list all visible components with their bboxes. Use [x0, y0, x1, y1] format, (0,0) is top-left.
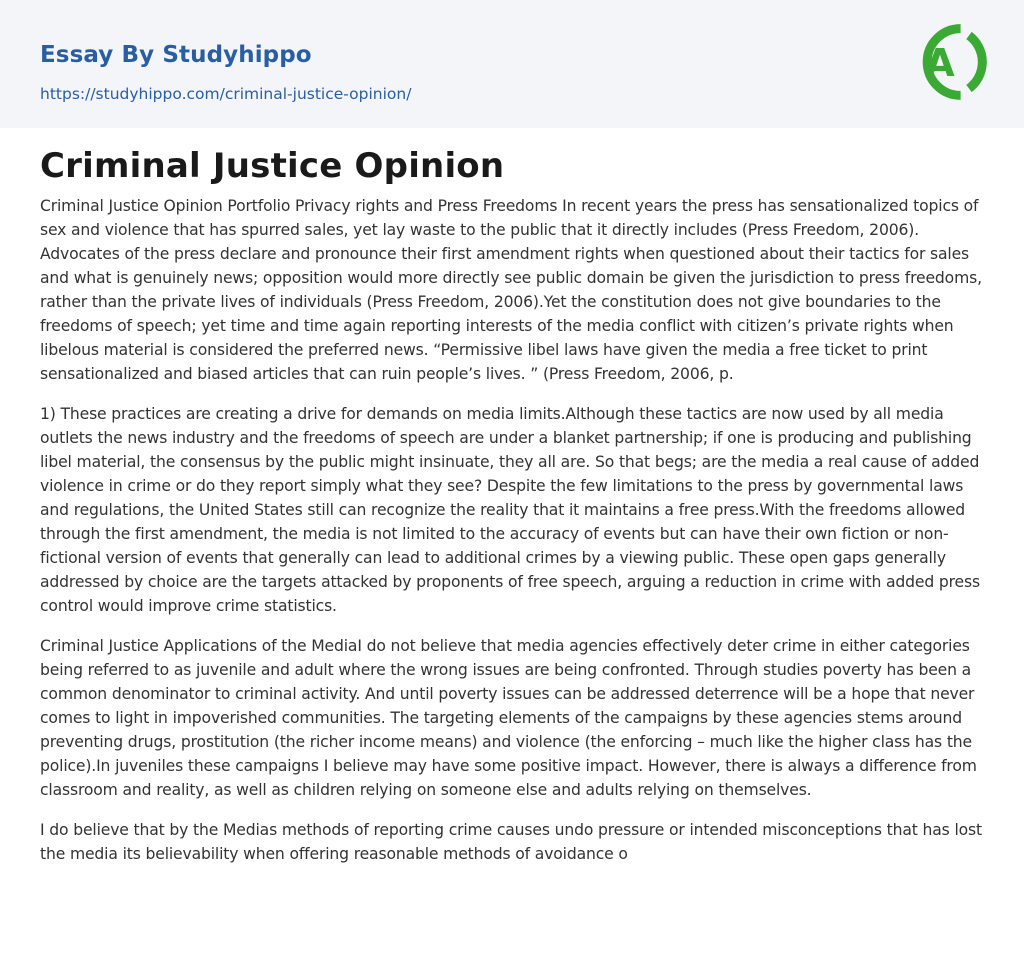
essay-title: Criminal Justice Opinion: [40, 146, 505, 186]
essay-url-link[interactable]: https://studyhippo.com/criminal-justice-opinion/: [40, 85, 412, 103]
brand-name[interactable]: Essay By Studyhippo: [40, 42, 312, 68]
site-header: [0, 0, 1024, 128]
essay-paragraph: I do believe that by the Medias methods of reporting crime causes undo pressure or intended misconceptions that has lost the media its believability when offering reasonable methods of avoidance o: [40, 821, 982, 863]
essay-paragraph: Criminal Justice Opinion Portfolio Privacy rights and Press Freedoms In recent years the press has sensationalized topics of sex and violence that has spurred sales, yet lay waste to the public that it directly includes (Press Freedom, 2006). Advocates of the press declare and pronounce their first amendment rights when questioned about their tactics for sales and what is genuinely news; opposition would more directly see public domain be given the jurisdiction to press freedoms, rather than the private lives of individuals (Press Freedom, 2006).Yet the constitution does not give boundaries to the freedoms of speech; yet time and time again reporting interests of the media conflict with citizen’s private rights when libelous material is considered the preferred news. “Permissive libel laws have given the media a free ticket to print sensationalized and biased articles that can ruin people’s lives. ” (Press Freedom, 2006, p.: [40, 197, 982, 383]
logo-letter: A: [925, 41, 955, 85]
essay-paragraph: Criminal Justice Applications of the MediaI do not believe that media agencies effectively deter crime in either categories being referred to as juvenile and adult where the wrong issues are being confronted. Through studies poverty has been a common denominator to criminal activity. And until poverty issues can be addressed deterrence will be a hope that never comes to light in impoverished communities. The targeting elements of the campaigns by these agencies stems around preventing drugs, prostitution (the richer income means) and violence (the enforcing – much like the higher class has the police).In juveniles these campaigns I believe may have some positive impact. However, there is always a difference from classroom and reality, as well as children relying on someone else and adults relying on themselves.: [40, 637, 977, 799]
studyhippo-logo-icon[interactable]: [912, 18, 988, 106]
essay-body: [40, 194, 988, 882]
essay-paragraph: 1) These practices are creating a drive for demands on media limits.Although these tactics are now used by all media outlets the news industry and the freedoms of speech are under a blanket partnership; if one is producing and publishing libel material, the consensus by the public might insinuate, they all are. So that begs; are the media a real cause of added violence in crime or do they report simply what they see? Despite the few limitations to the press by governmental laws and regulations, the United States still can recognize the reality that it maintains a free press.With the freedoms allowed through the first amendment, the media is not limited to the accuracy of events but can have their own fiction or non-fictional version of events that generally can lead to additional crimes by a viewing public. These open gaps generally addressed by choice are the targets attacked by proponents of free speech, arguing a reduction in crime with added press control would improve crime statistics.: [40, 405, 980, 615]
